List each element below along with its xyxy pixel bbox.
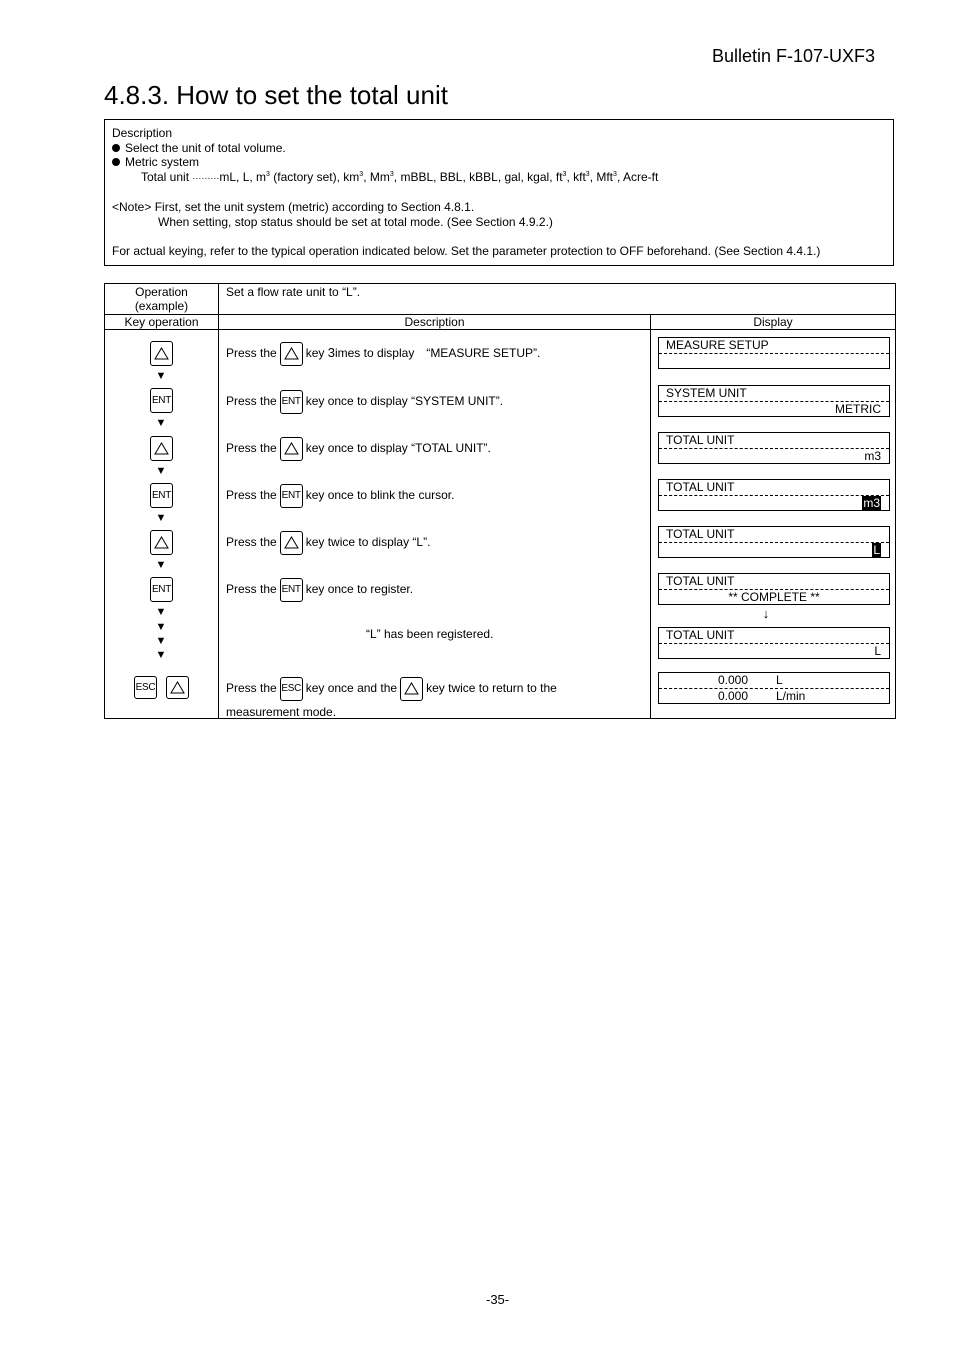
bullet-icon [112, 144, 120, 152]
step-description: Press the ENT key once to blink the cursor. [226, 488, 454, 502]
down-arrow-icon: ▼ [155, 606, 167, 618]
step-description: Press the key once to display “TOTAL UNIT”. [226, 441, 491, 455]
header-display: Display [651, 315, 896, 330]
description-heading: Description [112, 126, 173, 140]
ent-key-icon: ENT [280, 484, 303, 508]
description-box [104, 119, 894, 266]
operation-label: Operation (example) [105, 284, 219, 315]
lcd-display: TOTAL UNIT m3 [658, 432, 890, 464]
down-arrow-icon: ▼ [155, 370, 167, 382]
key-sequence [105, 330, 218, 718]
step-description: Press the ESC key once and the key twice to return to the [226, 681, 557, 695]
lcd-display-measurement: 0.000 L 0.000 L/min [658, 672, 890, 704]
note-line: <Note> First, set the unit system (metric) according to Section 4.8.1. [112, 199, 475, 214]
down-arrow-icon: ▼ [155, 635, 167, 647]
step-description: Press the ENT key once to register. [226, 582, 413, 596]
section-title: 4.8.3. How to set the total unit [104, 80, 448, 110]
esc-key-button[interactable]: ESC [134, 676, 157, 699]
step-descriptions [219, 330, 650, 718]
down-arrow-icon: ↓ [762, 606, 770, 621]
header-key-operation: Key operation [105, 315, 219, 330]
lcd-display: TOTAL UNIT L [658, 627, 890, 659]
lcd-display: MEASURE SETUP [658, 337, 890, 369]
total-unit-list: Total unit ·········mL, L, $m^3$ (factory set), $km^3$, Mm$^3$, mBBL, BBL, kBBL, gal, kgal, $ft^3$, kft$^3$, Mft$^3$, Acre-ft [141, 169, 659, 184]
down-arrow-icon: ▼ [155, 465, 167, 477]
up-triangle-icon [154, 347, 169, 360]
up-key-icon [280, 531, 303, 555]
step-description: Press the key 3imes to display “MEASURE SETUP”. [226, 346, 540, 360]
lcd-display: TOTAL UNIT m3 [658, 479, 890, 511]
up-key-button[interactable] [150, 436, 173, 461]
display-sequence [651, 330, 895, 718]
step-description: Press the key twice to display “L”. [226, 535, 430, 549]
up-key-icon [400, 677, 423, 701]
down-arrow-icon: ▼ [155, 512, 167, 524]
lcd-display: TOTAL UNIT L [658, 526, 890, 558]
operation-text: Set a flow rate unit to “L”. [219, 284, 896, 315]
bullet-item: Metric system [112, 155, 886, 170]
up-key-button[interactable] [150, 341, 173, 366]
step-description-continued: measurement mode. [226, 705, 337, 719]
down-arrow-icon: ▼ [155, 559, 167, 571]
ent-key-icon: ENT [280, 390, 303, 414]
up-key-button[interactable] [150, 530, 173, 555]
operation-table [104, 283, 896, 719]
down-arrow-icon: ▼ [155, 417, 167, 429]
up-triangle-icon [170, 681, 185, 694]
ent-key-button[interactable]: ENT [150, 388, 173, 413]
bullet-icon [112, 158, 120, 166]
esc-key-icon: ESC [280, 677, 303, 701]
ent-key-button[interactable]: ENT [150, 483, 173, 508]
bullet-item: Select the unit of total volume. [112, 141, 886, 156]
bulletin-number: Bulletin F-107-UXF3 [712, 46, 876, 66]
header-description: Description [219, 315, 651, 330]
step-description: Press the ENT key once to display “SYSTEM UNIT”. [226, 394, 503, 408]
up-key-icon [280, 342, 303, 366]
up-key-button[interactable] [166, 676, 189, 699]
keying-note: For actual keying, refer to the typical operation indicated below. Set the parameter protection to OFF beforehand. (See Section 4.4.1.) [112, 243, 821, 258]
up-key-icon [280, 437, 303, 461]
blinking-cursor: L [873, 543, 880, 557]
page-number: -35- [486, 1292, 510, 1307]
up-triangle-icon [154, 536, 169, 549]
down-arrow-icon: ▼ [155, 649, 167, 661]
down-arrow-icon: ▼ [155, 621, 167, 633]
blinking-cursor: m3 [863, 496, 880, 510]
up-triangle-icon [154, 442, 169, 455]
lcd-display: TOTAL UNIT ** COMPLETE ** [658, 573, 890, 605]
note-line: When setting, stop status should be set at total mode. (See Section 4.9.2.) [158, 214, 553, 229]
step-description: “L” has been registered. [366, 627, 494, 641]
lcd-display: SYSTEM UNIT METRIC [658, 385, 890, 417]
ent-key-icon: ENT [280, 578, 303, 602]
ent-key-button[interactable]: ENT [150, 577, 173, 602]
